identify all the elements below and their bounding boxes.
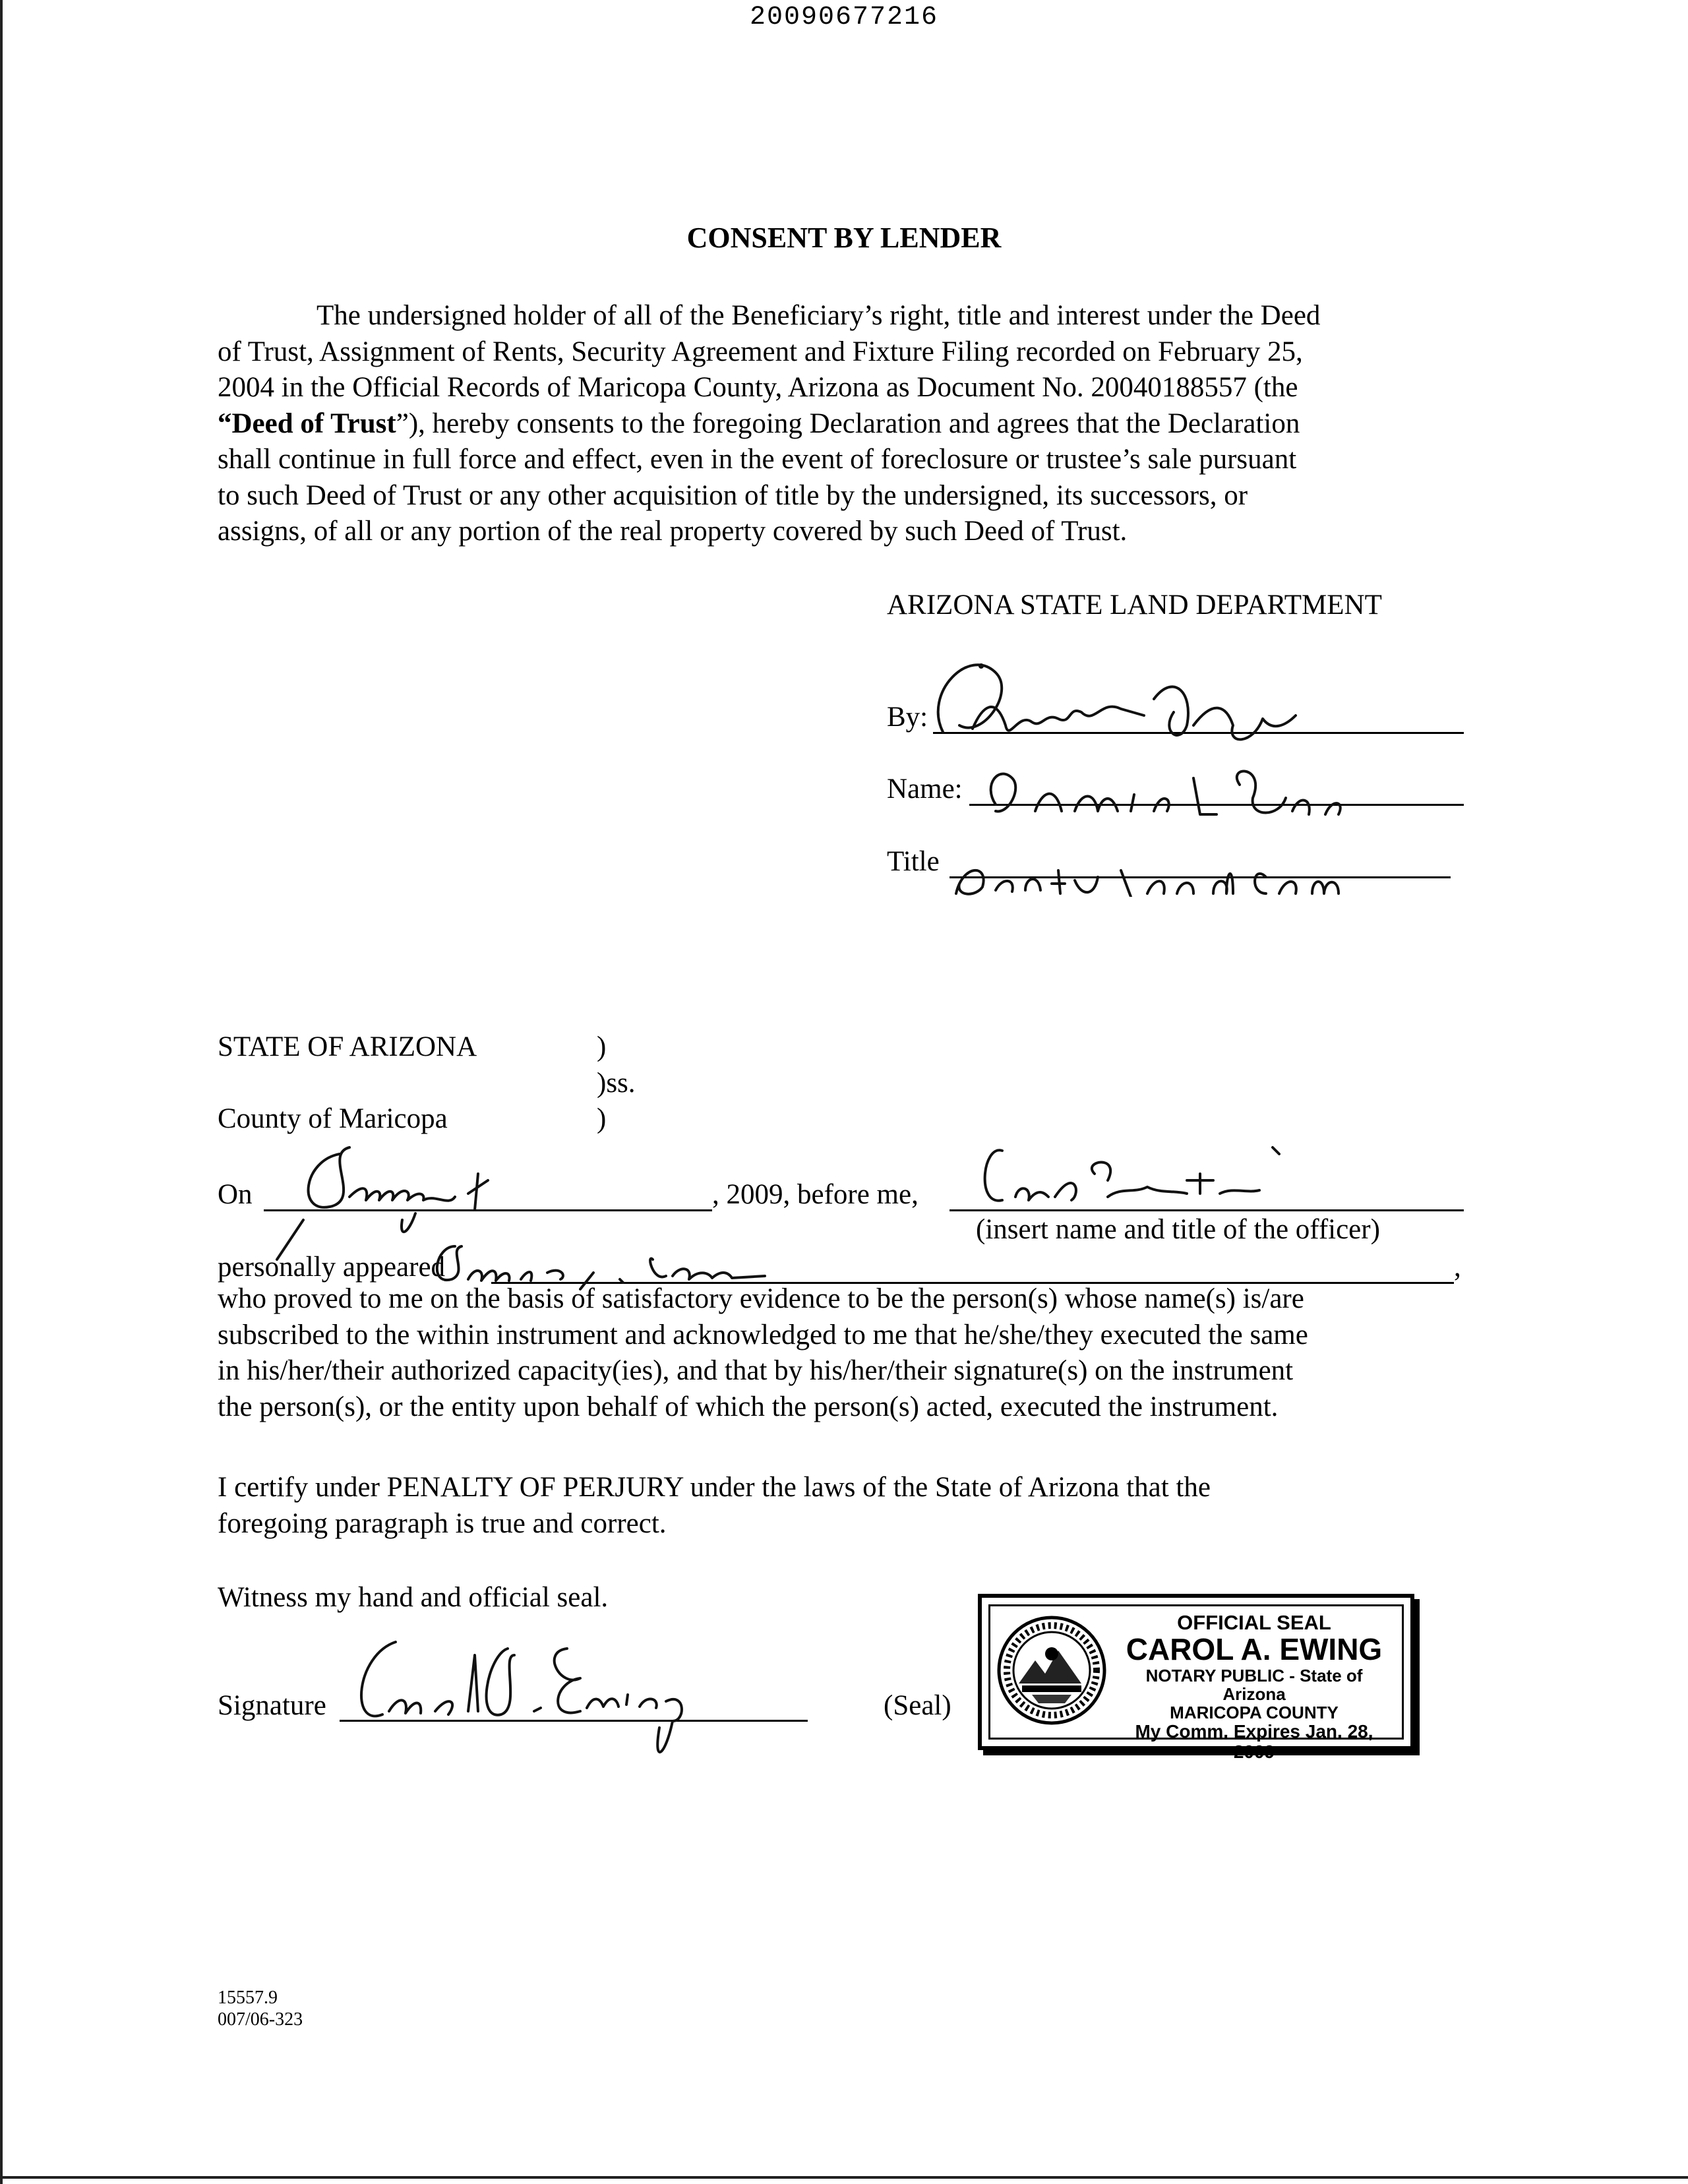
seal-heading: OFFICIAL SEAL [1177, 1611, 1331, 1634]
seal-county-line: MARICOPA COUNTY [1170, 1703, 1339, 1723]
bottom-edge-rule [0, 2176, 1688, 2179]
ack-line: subscribed to the within instrument and acknowledged to me that he/she/they executed the same [218, 1319, 1308, 1350]
ack-line: the person(s), or the entity upon behalf of which the person(s) acted, executed the instrument. [218, 1391, 1279, 1422]
certify-line: foregoing paragraph is true and correct. [218, 1507, 667, 1539]
by-label: By: [887, 702, 928, 733]
footer-code: 007/06-323 [218, 2009, 303, 2030]
ack-line: in his/her/their authorized capacity(ies), and that by his/her/their signature(s) on the instrument [218, 1355, 1294, 1386]
venue-paren: ) [597, 1103, 607, 1134]
seal-notary-name: CAROL A. EWING [1126, 1632, 1383, 1667]
county-label: County of Maricopa [218, 1103, 448, 1134]
acknowledgment-paragraph [218, 1281, 1464, 1425]
year-text: , 2009, before me, [712, 1179, 919, 1210]
name-label: Name: [887, 774, 963, 804]
seal-commission-line: NOTARY PUBLIC - State of Arizona [1145, 1666, 1363, 1705]
appeared-label: personally appeared [218, 1252, 446, 1283]
seal-expiry-line: My Comm. Expires Jan. 28, 2009 [1135, 1721, 1373, 1762]
lender-organization: ARIZONA STATE LAND DEPARTMENT [887, 590, 1382, 621]
consent-line [218, 406, 1464, 442]
ack-line: who proved to me on the basis of satisfactory evidence to be the person(s) whose name(s) is/are [218, 1283, 1304, 1314]
footer-code: 15557.9 [218, 1987, 278, 2008]
arizona-state-seal-icon [996, 1614, 1108, 1726]
certification-paragraph [218, 1470, 1464, 1542]
signature-label: Signature [218, 1690, 326, 1721]
venue-paren: ) [597, 1031, 607, 1062]
recording-number: 20090677216 [749, 3, 939, 32]
ss-label: )ss. [597, 1068, 636, 1099]
official-seal-stamp [978, 1594, 1414, 1762]
consent-line-rest: ”), hereby consents to the foregoing Declaration and agrees that the Declaration [396, 408, 1300, 439]
certify-line: I certify under PENALTY OF PERJURY under the laws of the State of Arizona that the [218, 1472, 1211, 1503]
consent-line: to such Deed of Trust or any other acquisition of title by the undersigned, its successors, or [218, 479, 1248, 511]
document-title: CONSENT BY LENDER [686, 222, 1002, 254]
left-edge-rule [0, 0, 3, 2184]
notary-signature-handwriting [343, 1629, 738, 1774]
seal-label: (Seal) [884, 1690, 951, 1721]
consent-line: 2004 in the Official Records of Maricopa County, Arizona as Document No. 20040188557 (the [218, 372, 1298, 403]
on-label: On [218, 1179, 253, 1210]
seal-text-block [1112, 1612, 1396, 1762]
consent-paragraph [218, 298, 1464, 550]
consent-line: of Trust, Assignment of Rents, Security Agreement and Fixture Filing recorded on February 25, [218, 336, 1303, 367]
state-label: STATE OF ARIZONA [218, 1031, 477, 1062]
officer-caption: (insert name and title of the officer) [976, 1214, 1380, 1245]
consent-line: The undersigned holder of all of the Beneficiary’s right, title and interest under the Deed [316, 300, 1321, 331]
consent-line: shall continue in full force and effect, even in the event of foreclosure or trustee’s sale pursuant [218, 444, 1297, 475]
seal-inner-border [988, 1604, 1404, 1762]
lender-signatures-handwriting [884, 633, 1477, 897]
notary-handwriting [251, 1134, 1470, 1292]
deed-of-trust-term: “Deed of Trust [218, 408, 396, 439]
witness-text: Witness my hand and official seal. [218, 1582, 609, 1613]
title-label: Title [887, 846, 940, 877]
appeared-comma: , [1454, 1252, 1461, 1283]
consent-line: assigns, of all or any portion of the real property covered by such Deed of Trust. [218, 516, 1128, 547]
